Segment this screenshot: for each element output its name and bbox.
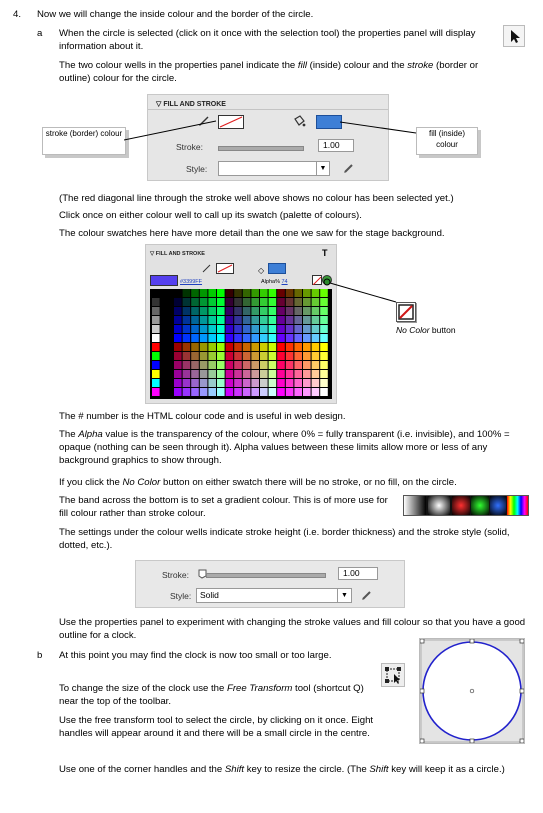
swatch-cell: [200, 307, 208, 315]
swatch-cell: [191, 307, 199, 315]
style-dropdown[interactable]: [218, 161, 330, 176]
swatch-cell: [243, 388, 251, 396]
swatch-cell: [226, 370, 234, 378]
fill-callout-line: [340, 118, 420, 138]
swatch-cell: [200, 361, 208, 369]
swatch-cell: [208, 289, 216, 297]
swatch-cell: [294, 334, 302, 342]
swatch-cell: [303, 325, 311, 333]
swatch-cell: [243, 325, 251, 333]
swatch-cell: [312, 388, 320, 396]
swatch-cell: [320, 325, 328, 333]
swatch-cell: [217, 289, 225, 297]
swatch-cell: [217, 298, 225, 306]
swatch-cell: [174, 307, 182, 315]
style-dropdown[interactable]: [196, 588, 352, 603]
swatch-cell: [183, 289, 191, 297]
no-color-callout-line: [318, 276, 398, 304]
swatch-cell: [243, 361, 251, 369]
swatch-cell: [312, 343, 320, 351]
swatch-cell: [152, 334, 160, 342]
swatch-cell: [226, 361, 234, 369]
swatch-cell: [152, 361, 160, 369]
swatch-cell: [226, 343, 234, 351]
swatch-cell: [191, 325, 199, 333]
swatch-cell: [226, 316, 234, 324]
swatch-cell: [286, 388, 294, 396]
part-a-p10: The settings under the colour wells indicate stroke height (i.e. border thickness) and the stroke style (solid, dotted, etc.).: [59, 527, 510, 551]
swatch-cell: [174, 388, 182, 396]
swatch-cell: [251, 307, 259, 315]
swatch-cell: [200, 352, 208, 360]
swatch-cell: [260, 343, 268, 351]
swatch-cell: [243, 334, 251, 342]
swatch-cell: [152, 289, 160, 297]
swatch-cell: [183, 352, 191, 360]
swatch-cell: [251, 379, 259, 387]
swatch-cell: [269, 298, 277, 306]
swatch-cell: [303, 334, 311, 342]
fill-callout: fill (inside) colour: [416, 127, 478, 155]
swatch-cell: [217, 307, 225, 315]
swatch-cell: [320, 388, 328, 396]
swatch-cell: [183, 307, 191, 315]
swatch-cell: [243, 370, 251, 378]
swatch-cell: [251, 289, 259, 297]
swatch-cell: [217, 334, 225, 342]
swatch-cell: [234, 361, 242, 369]
swatch-cell: [200, 343, 208, 351]
swatch-cell: [183, 361, 191, 369]
swatch-cell: [191, 370, 199, 378]
part-b-p2: To change the size of the clock use the Free Transform tool (shortcut Q) near the top of the toolbar.: [59, 683, 364, 707]
stroke-callout: stroke (border) colour: [42, 127, 126, 155]
stroke-callout-line: [124, 115, 224, 145]
swatch-cell: [260, 298, 268, 306]
swatch-cell: [260, 316, 268, 324]
swatch-cell: [294, 316, 302, 324]
swatch-cell: [303, 307, 311, 315]
swatch-cell: [152, 316, 160, 324]
swatch-cell: [234, 352, 242, 360]
swatch-cell: [200, 298, 208, 306]
part-a-p1: When the circle is selected (click on it once with the selection tool) the properties panel will display information about it.: [59, 28, 476, 52]
swatch-cell: [234, 343, 242, 351]
swatch-cell: [208, 334, 216, 342]
swatch-cell: [191, 316, 199, 324]
stroke-color-well[interactable]: [216, 263, 234, 274]
part-a-p8: If you click the No Color button on either swatch there will be no stroke, or no fill, on the circle.: [59, 477, 457, 488]
swatch-cell: [294, 325, 302, 333]
swatch-cell: [191, 379, 199, 387]
swatch-cell: [243, 352, 251, 360]
chevron-down-icon: ▼: [337, 589, 351, 602]
part-a-p11: Use the properties panel to experiment with changing the stroke values and fill colour so that you have a good outline for a clock.: [59, 617, 526, 641]
swatch-cell: [277, 361, 285, 369]
part-b-p3: Use the free transform tool to select the circle, by clicking on it once. Eight handles will appear around it and there will be a small circle in the centre.: [59, 715, 374, 739]
pencil-icon[interactable]: [360, 588, 374, 606]
swatch-cell: [260, 307, 268, 315]
swatch-cell: [312, 334, 320, 342]
swatch-cell: [286, 379, 294, 387]
swatch-cell: [152, 325, 160, 333]
swatch-cell: [208, 307, 216, 315]
swatch-cell: [208, 370, 216, 378]
selection-arrow-icon: [503, 25, 525, 47]
style-label: Style:: [170, 591, 192, 601]
swatch-cell: [303, 316, 311, 324]
swatch-cell: [294, 289, 302, 297]
swatch-cell: [183, 325, 191, 333]
swatch-cell: [277, 352, 285, 360]
swatch-cell: [277, 316, 285, 324]
swatch-cell: [303, 352, 311, 360]
swatch-cell: [294, 388, 302, 396]
swatch-cell: [286, 370, 294, 378]
swatch-cell: [234, 388, 242, 396]
swatch-cell: [303, 388, 311, 396]
fill-color-well[interactable]: [316, 115, 342, 129]
hex-code[interactable]: #3399FF: [180, 279, 203, 285]
pencil-icon[interactable]: [342, 161, 356, 179]
swatch-cell: [174, 289, 182, 297]
swatch-cell: [286, 325, 294, 333]
swatch-cell: [303, 370, 311, 378]
swatch-cell: [286, 343, 294, 351]
swatch-cell: [251, 370, 259, 378]
swatch-cell: [243, 343, 251, 351]
swatch-cell: [234, 298, 242, 306]
style-value: Solid: [200, 590, 219, 600]
swatch-cell: [217, 379, 225, 387]
free-transform-icon[interactable]: [381, 663, 405, 687]
part-a-p2: The two colour wells in the properties panel indicate the fill (inside) colour and the stroke (border or outline) colour for the circle.: [59, 60, 479, 84]
swatch-cell: [183, 370, 191, 378]
swatch-cell: [269, 388, 277, 396]
panel-header: ▽ FILL AND STROKE: [156, 101, 226, 108]
swatch-cell: [174, 370, 182, 378]
swatch-cell: [277, 370, 285, 378]
swatch-cell: [303, 361, 311, 369]
swatch-cell: [152, 298, 160, 306]
swatch-cell: [191, 334, 199, 342]
swatch-cell: [208, 388, 216, 396]
swatch-cell: [277, 379, 285, 387]
swatch-cell: [191, 343, 199, 351]
swatch-cell: [312, 352, 320, 360]
swatch-cell: [312, 325, 320, 333]
swatch-cell: [320, 361, 328, 369]
swatch-cell: [243, 289, 251, 297]
part-b-p1: At this point you may find the clock is now too small or too large.: [59, 650, 332, 661]
swatch-cell: [226, 325, 234, 333]
swatch-cell: [320, 379, 328, 387]
swatch-cell: [260, 334, 268, 342]
swatch-cell: [251, 298, 259, 306]
swatch-cell: [303, 343, 311, 351]
swatch-cell: [208, 379, 216, 387]
swatch-cell: [269, 334, 277, 342]
swatch-cell: [208, 352, 216, 360]
circle-preview: [419, 638, 525, 744]
pencil-icon: [202, 264, 212, 277]
swatch-cell: [191, 352, 199, 360]
swatch-cell: [277, 289, 285, 297]
swatch-cell: [251, 388, 259, 396]
swatch-cell: [174, 316, 182, 324]
swatch-cell: [183, 316, 191, 324]
swatch-cell: [217, 388, 225, 396]
swatch-cell: [174, 379, 182, 387]
swatch-cell: [286, 298, 294, 306]
swatch-cell: [294, 307, 302, 315]
swatch-cell: [243, 307, 251, 315]
stroke-label: Stroke:: [176, 142, 203, 152]
swatch-cell: [294, 352, 302, 360]
swatch-cell: [243, 316, 251, 324]
swatch-cell: [174, 334, 182, 342]
swatch-cell: [260, 289, 268, 297]
part-b-letter: b: [37, 650, 43, 661]
swatch-cell: [269, 307, 277, 315]
swatch-panel-header: ▽ FILL AND STROKE: [150, 251, 205, 257]
swatch-cell: [183, 334, 191, 342]
swatch-cell: [152, 352, 160, 360]
text-tool-icon: T: [322, 248, 328, 258]
swatch-cell: [152, 388, 160, 396]
step-heading: Now we will change the inside colour and the border of the circle.: [37, 9, 314, 20]
swatch-cell: [303, 298, 311, 306]
swatch-cell: [200, 325, 208, 333]
swatch-cell: [294, 298, 302, 306]
swatch-cell: [226, 298, 234, 306]
swatch-cell: [269, 361, 277, 369]
swatch-cell: [200, 316, 208, 324]
swatch-cell: [320, 343, 328, 351]
paint-bucket-icon: [292, 115, 306, 131]
swatch-cell: [269, 379, 277, 387]
swatch-cell: [251, 343, 259, 351]
stroke-label: Stroke:: [162, 570, 189, 580]
swatch-cell: [286, 316, 294, 324]
swatch-cell: [174, 325, 182, 333]
swatch-cell: [183, 298, 191, 306]
stroke-slider[interactable]: [206, 573, 326, 578]
swatch-cell: [277, 334, 285, 342]
swatch-cell: [260, 352, 268, 360]
swatch-cell: [251, 325, 259, 333]
part-a-p9: The band across the bottom is to set a gradient colour. This is of more use for fill colour rather than stroke colour.: [59, 495, 388, 519]
swatch-cell: [260, 388, 268, 396]
swatch-cell: [208, 325, 216, 333]
swatch-cell: [200, 379, 208, 387]
swatch-cell: [217, 370, 225, 378]
swatch-cell: [251, 352, 259, 360]
swatch-cell: [286, 361, 294, 369]
swatch-cell: [191, 289, 199, 297]
swatch-cell: [191, 298, 199, 306]
paint-bucket-icon: ◇: [258, 266, 265, 275]
style-label: Style:: [186, 164, 208, 174]
swatch-grid[interactable]: [150, 289, 332, 399]
part-a-p3: (The red diagonal line through the stroke well above shows no colour has been selected yet.): [59, 193, 454, 204]
swatch-cell: [294, 379, 302, 387]
swatch-cell: [294, 361, 302, 369]
swatch-cell: [269, 352, 277, 360]
swatch-cell: [226, 307, 234, 315]
stroke-value-field[interactable]: 1.00: [318, 139, 354, 152]
swatch-cell: [251, 316, 259, 324]
swatch-cell: [183, 379, 191, 387]
stroke-value-field[interactable]: 1.00: [338, 567, 378, 580]
swatch-cell: [277, 388, 285, 396]
swatch-cell: [269, 289, 277, 297]
swatch-cell: [286, 307, 294, 315]
swatch-cell: [277, 298, 285, 306]
swatch-cell: [286, 352, 294, 360]
swatch-cell: [286, 334, 294, 342]
swatch-cell: [200, 289, 208, 297]
swatch-cell: [251, 334, 259, 342]
swatch-cell: [234, 289, 242, 297]
swatch-cell: [217, 352, 225, 360]
swatch-cell: [208, 316, 216, 324]
swatch-cell: [312, 379, 320, 387]
current-color-preview: [150, 275, 178, 286]
swatch-cell: [234, 379, 242, 387]
swatch-cell: [200, 334, 208, 342]
swatch-cell: [277, 343, 285, 351]
part-a-p4: Click once on either colour well to call up its swatch (palette of colours).: [59, 210, 362, 221]
swatch-cell: [312, 307, 320, 315]
swatch-cell: [294, 370, 302, 378]
swatch-cell: [243, 298, 251, 306]
swatch-cell: [208, 343, 216, 351]
swatch-cell: [320, 352, 328, 360]
step-number: 4.: [13, 9, 22, 20]
swatch-cell: [260, 325, 268, 333]
swatch-cell: [234, 370, 242, 378]
swatch-cell: [286, 289, 294, 297]
swatch-cell: [269, 343, 277, 351]
swatch-cell: [152, 370, 160, 378]
swatch-cell: [277, 307, 285, 315]
swatch-cell: [183, 343, 191, 351]
swatch-cell: [243, 379, 251, 387]
swatch-cell: [191, 361, 199, 369]
no-color-caption: No Color button: [396, 325, 456, 335]
stroke-settings-panel: [135, 560, 405, 608]
swatch-cell: [312, 316, 320, 324]
swatch-cell: [303, 289, 311, 297]
swatch-cell: [226, 388, 234, 396]
swatch-panel: [145, 244, 337, 404]
swatch-cell: [277, 325, 285, 333]
swatch-cell: [312, 361, 320, 369]
part-a-letter: a: [37, 28, 43, 39]
swatch-cell: [234, 307, 242, 315]
swatch-cell: [174, 352, 182, 360]
swatch-cell: [312, 370, 320, 378]
swatch-cell: [320, 307, 328, 315]
swatch-cell: [226, 352, 234, 360]
swatch-cell: [260, 361, 268, 369]
alpha-label: Alpha% 74: [261, 279, 288, 285]
stroke-slider[interactable]: [218, 146, 304, 151]
swatch-cell: [217, 325, 225, 333]
swatch-cell: [260, 370, 268, 378]
swatch-cell: [226, 379, 234, 387]
part-b-p4: Use one of the corner handles and the Shift key to resize the circle. (The Shift key will keep it as a circle.): [59, 764, 505, 775]
swatch-cell: [200, 388, 208, 396]
swatch-cell: [269, 316, 277, 324]
swatch-cell: [320, 370, 328, 378]
swatch-cell: [234, 325, 242, 333]
fill-color-well[interactable]: [268, 263, 286, 274]
swatch-cell: [183, 388, 191, 396]
swatch-cell: [217, 343, 225, 351]
swatch-cell: [251, 361, 259, 369]
swatch-cell: [152, 343, 160, 351]
swatch-cell: [191, 388, 199, 396]
part-a-p5: The colour swatches here have more detail than the one we saw for the stage background.: [59, 228, 445, 239]
swatch-cell: [226, 289, 234, 297]
part-a-p6: The # number is the HTML colour code and is useful in web design.: [59, 411, 346, 422]
chevron-down-icon: ▼: [316, 162, 329, 175]
swatch-cell: [174, 298, 182, 306]
swatch-cell: [234, 316, 242, 324]
swatch-cell: [208, 298, 216, 306]
swatch-cell: [320, 334, 328, 342]
swatch-cell: [217, 361, 225, 369]
swatch-cell: [260, 379, 268, 387]
swatch-cell: [152, 379, 160, 387]
swatch-cell: [320, 316, 328, 324]
swatch-cell: [269, 370, 277, 378]
part-a-p7: The Alpha value is the transparency of the colour, where 0% = fully transparent (i.e. invisible), and 100% = opaque (nothing can be seen through it). Alpha values between these limits allow more or less of any background graphics to show through.: [59, 429, 510, 466]
no-color-button[interactable]: [396, 302, 416, 322]
swatch-cell: [152, 307, 160, 315]
swatch-cell: [174, 361, 182, 369]
swatch-cell: [303, 379, 311, 387]
swatch-cell: [226, 334, 234, 342]
swatch-cell: [217, 316, 225, 324]
swatch-cell: [234, 334, 242, 342]
swatch-cell: [200, 370, 208, 378]
swatch-cell: [269, 325, 277, 333]
swatch-cell: [208, 361, 216, 369]
swatch-cell: [294, 343, 302, 351]
swatch-cell: [174, 343, 182, 351]
gradient-band[interactable]: [403, 495, 529, 516]
